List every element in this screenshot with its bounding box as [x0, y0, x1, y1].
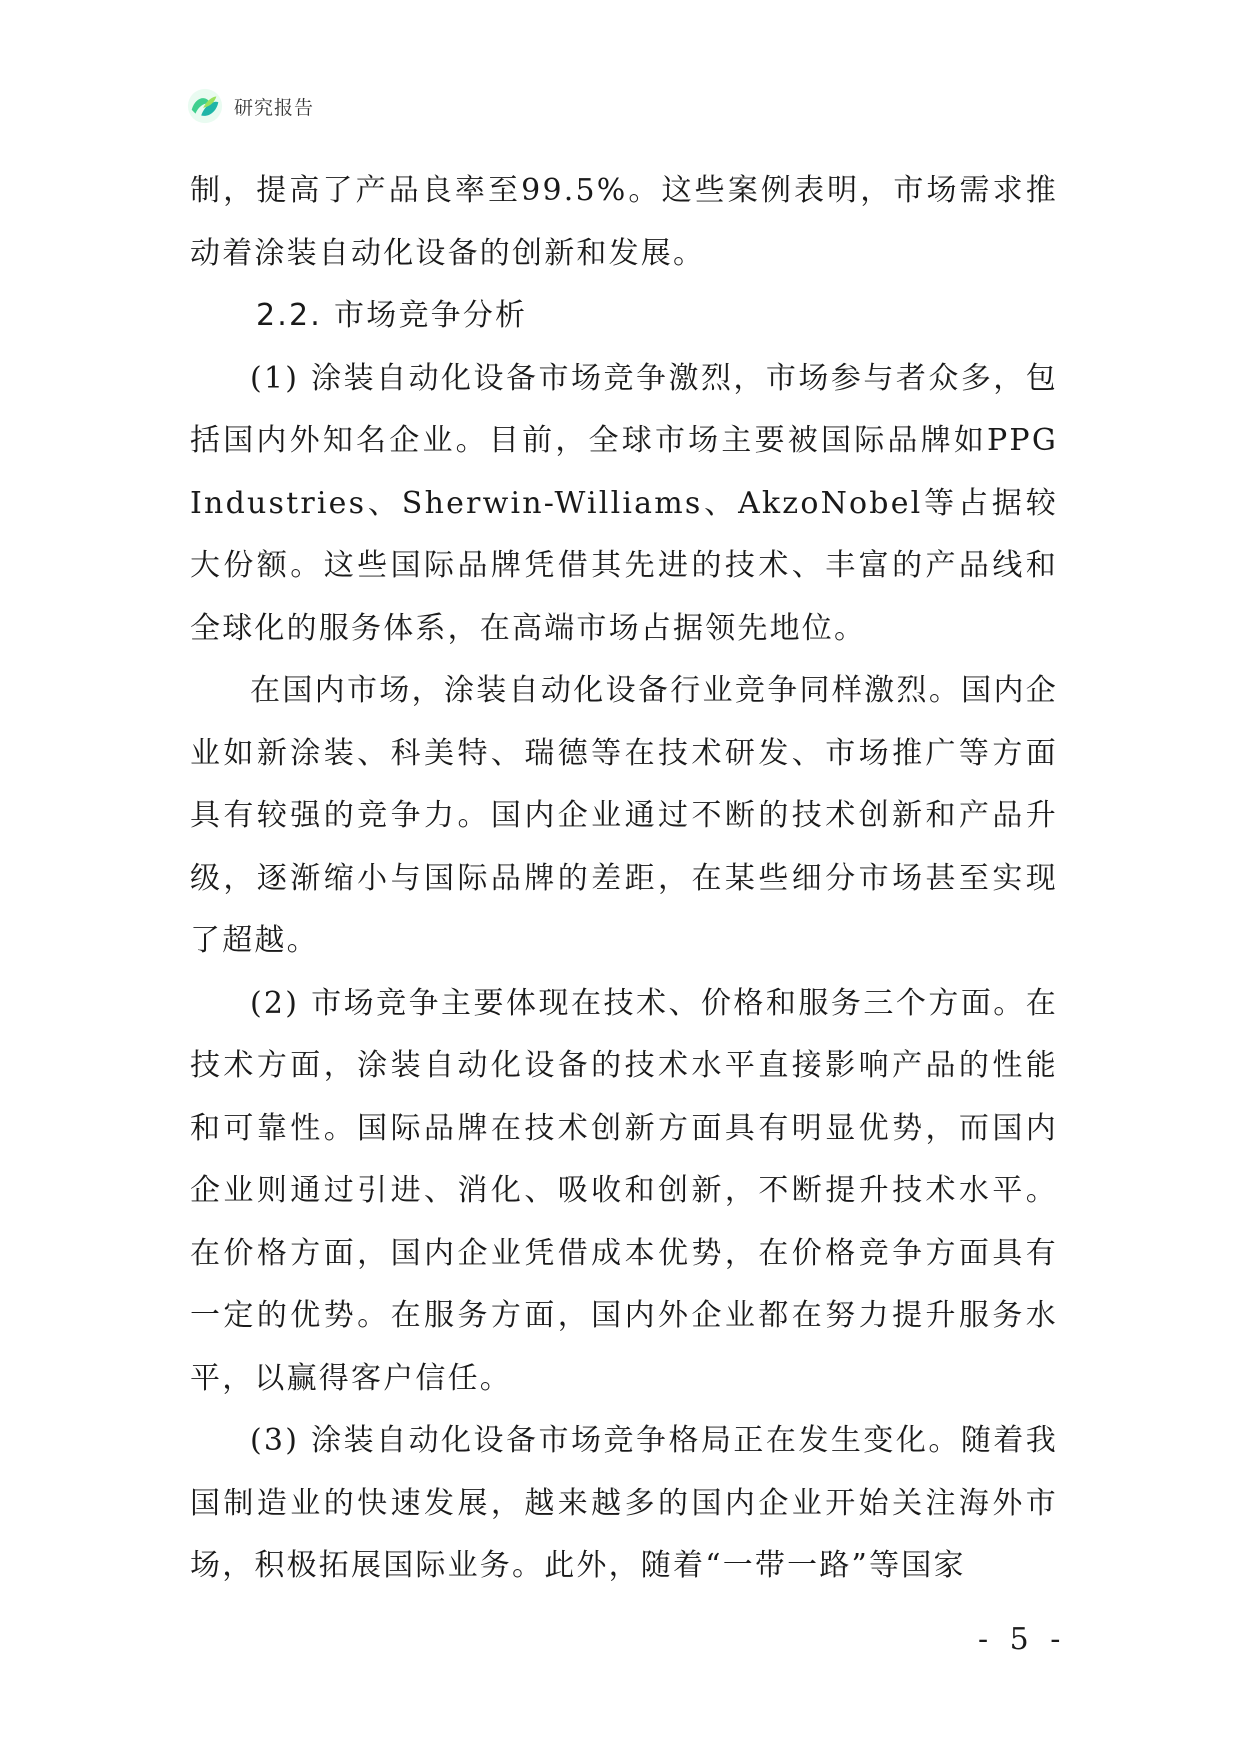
- page-number: - 5 -: [978, 1622, 1067, 1657]
- document-body: [190, 160, 1058, 1598]
- section-number: 2.2.: [256, 298, 323, 333]
- section-heading: [190, 285, 1058, 348]
- body-paragraph: 在国内市场，涂装自动化设备行业竞争同样激烈。国内企业如新涂装、科美特、瑞德等在技术研发、市场推广等方面具有较强的竞争力。国内企业通过不断的技术创新和产品升级，逐渐缩小与国际品牌的差距，在某些细分市场甚至实现了超越。: [190, 673, 1058, 958]
- body-paragraph: (1) 涂装自动化设备市场竞争激烈，市场参与者众多，包括国内外知名企业。目前，全球市场主要被国际品牌如PPG Industries、Sherwin-Williams、AkzoNobel等占据较大份额。这些国际品牌凭借其先进的技术、丰富的产品线和全球化的服务体系，在高端市场占据领先地位。: [190, 360, 1058, 646]
- header-title: 研究报告: [234, 96, 315, 119]
- page-header: [186, 86, 314, 126]
- body-paragraph: (2) 市场竞争主要体现在技术、价格和服务三个方面。在技术方面，涂装自动化设备的技术水平直接影响产品的性能和可靠性。国际品牌在技术创新方面具有明显优势，而国内企业则通过引进、消化、吸收和创新，不断提升技术水平。在价格方面，国内企业凭借成本优势，在价格竞争方面具有一定的优势。在服务方面，国内外企业都在努力提升服务水平，以赢得客户信任。: [190, 985, 1058, 1396]
- green-leaf-logo-icon: [186, 87, 224, 125]
- body-paragraph: 制，提高了产品良率至99.5%。这些案例表明，市场需求推动着涂装自动化设备的创新和发展。: [190, 173, 1058, 271]
- body-paragraph: (3) 涂装自动化设备市场竞争格局正在发生变化。随着我国制造业的快速发展，越来越多的国内企业开始关注海外市场，积极拓展国际业务。此外，随着“一带一路”等国家: [190, 1423, 1058, 1583]
- section-title: 市场竞争分析: [334, 298, 528, 333]
